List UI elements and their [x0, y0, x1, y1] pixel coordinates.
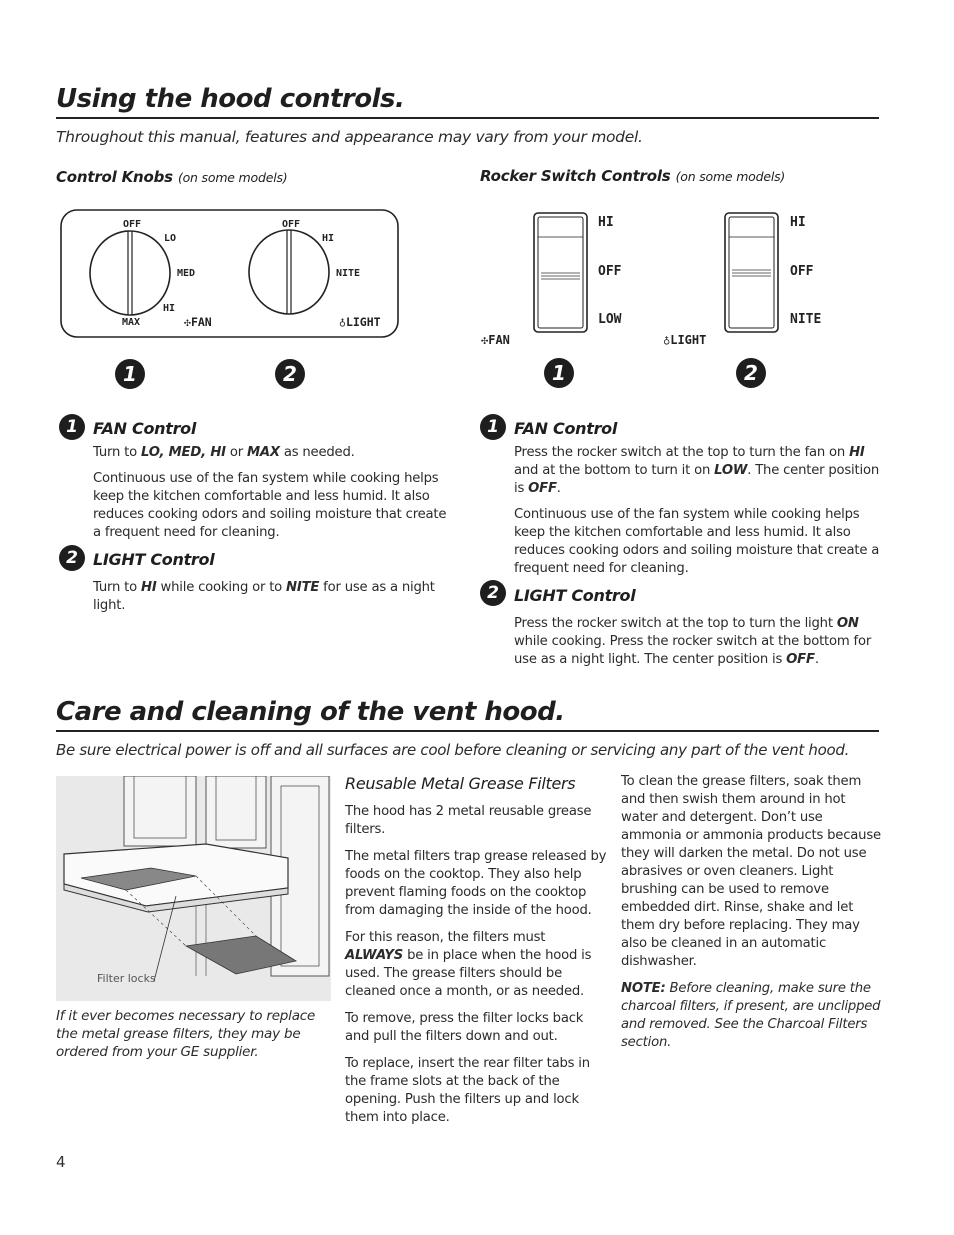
filters-p1: The hood has 2 metal reusable grease filters. — [345, 804, 592, 837]
rocker-heading-note: (on some models) — [675, 169, 786, 184]
left-fan-p1 — [93, 444, 455, 462]
filters-heading: Reusable Metal Grease Filters — [345, 774, 576, 793]
right-fan-p1-f: OFF — [528, 481, 557, 496]
knob-panel-illustration — [60, 209, 400, 339]
rocker-fan-name-text: FAN — [488, 333, 510, 347]
right-light-p1-c: while cooking. Press the rocker switch at the bottom for use as a night light. The center position is — [514, 634, 872, 667]
left-fan-title: FAN Control — [93, 419, 197, 438]
left-light-p1 — [93, 579, 463, 615]
bulb-icon: ♁ — [339, 315, 346, 329]
left-fan-badge: 1 — [59, 414, 85, 440]
right-fan-p1 — [514, 444, 880, 498]
filter-locks-label: Filter locks — [97, 972, 156, 985]
right-light-title: LIGHT Control — [514, 586, 636, 605]
left-fan-body — [93, 444, 455, 550]
rocker-fan-off-label: OFF — [598, 264, 622, 279]
fan-max-label: MAX — [122, 317, 141, 328]
right-fan-badge: 1 — [480, 414, 506, 440]
rocker-fan-low-label: LOW — [598, 312, 622, 327]
filters-note — [621, 980, 883, 1052]
filters-p3-c: be in place when the hood is used. The grease filters should be cleaned once a month, or as needed. — [345, 948, 592, 999]
filters-body-right — [621, 773, 883, 1061]
left-light-p1-e: for use as a night light. — [93, 580, 435, 613]
fan-name-label — [184, 315, 212, 329]
knob-badge-2: 2 — [275, 359, 305, 389]
filters-p3-b: ALWAYS — [345, 948, 404, 963]
filters-body-middle — [345, 803, 607, 1136]
right-light-badge: 2 — [480, 580, 506, 606]
title-rule — [56, 117, 879, 119]
rocker-light-name — [663, 333, 706, 347]
left-light-p1-c: while cooking or to — [156, 580, 287, 595]
right-fan-p1-c: and at the bottom to turn it on — [514, 463, 715, 478]
hood-filter-illustration — [56, 776, 331, 1001]
rocker-switch-fan — [533, 212, 589, 334]
right-fan-p2: Continuous use of the fan system while cooking helps keep the kitchen comfortable and less humid. It also reduces cooking odors and soiling moisture that create a frequent need for cleaning. — [514, 507, 880, 576]
filters-note-text: Before cleaning, make sure the charcoal filters, if present, are unclipped and removed. See the Charcoal Filters section. — [621, 981, 881, 1050]
left-fan-p1-c: or — [225, 445, 247, 460]
filters-note-label: NOTE: — [621, 981, 666, 996]
rocker-fan-hi-label: HI — [598, 215, 614, 230]
right-fan-p1-g: . — [556, 481, 561, 496]
section-intro: Throughout this manual, features and appearance may vary from your model. — [56, 128, 643, 146]
rocker-heading — [480, 167, 785, 185]
light-name-label — [339, 315, 381, 329]
right-fan-p1-e: . The center position is — [514, 463, 879, 496]
rocker-fan-name — [481, 333, 510, 347]
right-fan-p1-d: LOW — [714, 463, 748, 478]
section2-intro: Be sure electrical power is off and all surfaces are cool before cleaning or servicing any part of the vent hood. — [56, 741, 850, 759]
left-fan-p1-b: LO, MED, HI — [140, 445, 226, 460]
title-rule-2 — [56, 730, 879, 732]
filters-image-caption: If it ever becomes necessary to replace the metal grease filters, they may be ordered from your GE supplier. — [56, 1008, 316, 1060]
filters-p5: To replace, insert the rear filter tabs in the frame slots at the back of the opening. Push the filters up and lock them into place. — [345, 1056, 590, 1125]
filters-p6: To clean the grease filters, soak them and then swish them around in hot water and detergent. Don’t use ammonia or ammonia products because they will darken the metal. Do not use abrasives or oven cleaners. Light brushing can be used to remove embedded dirt. Rinse, shake and let them dry before replacing. They may also be cleaned in an automatic dishwasher. — [621, 774, 881, 969]
right-light-p1-e: . — [814, 652, 819, 667]
knob-badge-1: 1 — [115, 359, 145, 389]
left-fan-p1-e: as needed. — [279, 445, 355, 460]
filters-p2: The metal filters trap grease released by foods on the cooktop. They also help prevent flaming foods on the cooktop from damaging the inside of the hood. — [345, 849, 607, 918]
bulb-icon: ♁ — [663, 333, 671, 347]
rocker-heading-text: Rocker Switch Controls — [480, 167, 671, 185]
light-hi-label: HI — [322, 233, 335, 244]
rocker-badge-1: 1 — [544, 358, 574, 388]
fan-off-label: OFF — [123, 219, 142, 230]
rocker-light-hi-label: HI — [790, 215, 806, 230]
section-title-hood-controls: Using the hood controls. — [56, 84, 405, 114]
light-nite-label: NITE — [336, 268, 361, 279]
fan-lo-label: LO — [164, 233, 177, 244]
rocker-light-nite-label: NITE — [790, 312, 822, 327]
right-fan-p1-b: HI — [849, 445, 865, 460]
filters-p4: To remove, press the filter locks back and pull the filters down and out. — [345, 1011, 584, 1044]
fan-icon: ✣ — [184, 315, 191, 329]
right-light-body — [514, 615, 880, 677]
right-light-p1-d: OFF — [786, 652, 815, 667]
rocker-light-name-text: LIGHT — [670, 333, 707, 347]
fan-icon: ✣ — [481, 333, 489, 347]
left-light-badge: 2 — [59, 545, 85, 571]
fan-name-text: FAN — [190, 315, 212, 329]
left-light-title: LIGHT Control — [93, 550, 215, 569]
control-knobs-heading-note: (on some models) — [177, 170, 288, 185]
rocker-light-off-label: OFF — [790, 264, 814, 279]
right-light-p1 — [514, 615, 880, 669]
left-light-body — [93, 579, 463, 623]
light-off-label: OFF — [282, 219, 301, 230]
left-light-p1-b: HI — [140, 580, 157, 595]
control-knobs-heading — [56, 168, 287, 186]
rocker-switch-light — [724, 212, 780, 334]
left-light-p1-d: NITE — [286, 580, 320, 595]
left-light-p1-a: Turn to — [93, 580, 141, 595]
light-name-text: LIGHT — [345, 315, 381, 329]
right-light-p1-b: ON — [836, 616, 859, 631]
right-fan-title: FAN Control — [514, 419, 618, 438]
filters-p3 — [345, 929, 607, 1001]
filters-p3-a: For this reason, the filters must — [345, 930, 546, 945]
page-number: 4 — [56, 1153, 66, 1171]
right-fan-body — [514, 444, 880, 586]
section-title-care-cleaning: Care and cleaning of the vent hood. — [56, 697, 565, 727]
rocker-badge-2: 2 — [736, 358, 766, 388]
left-fan-p1-d: MAX — [246, 445, 280, 460]
right-fan-p1-a: Press the rocker switch at the top to turn the fan on — [514, 445, 850, 460]
fan-hi-label: HI — [163, 303, 176, 314]
right-light-p1-a: Press the rocker switch at the top to turn the light — [514, 616, 837, 631]
left-fan-p2: Continuous use of the fan system while cooking helps keep the kitchen comfortable and less humid. It also reduces cooking odors and soiling moisture that create a frequent need for cleaning. — [93, 471, 447, 540]
control-knobs-heading-text: Control Knobs — [56, 168, 173, 186]
fan-med-label: MED — [177, 268, 196, 279]
left-fan-p1-a: Turn to — [93, 445, 141, 460]
